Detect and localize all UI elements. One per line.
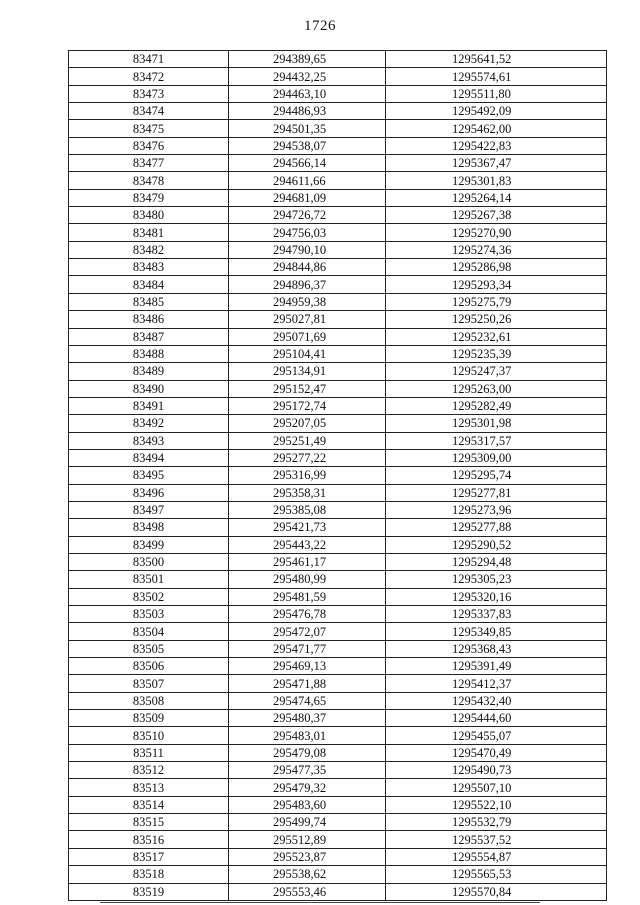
table-row [69,623,607,640]
y-coordinate-cell: 1295293,34 [386,276,607,293]
x-coordinate-cell: 295499,74 [229,814,386,831]
y-coordinate-cell: 1295337,83 [386,606,607,623]
table-row [69,380,607,397]
x-coordinate-cell: 295481,59 [229,588,386,605]
table-row [69,120,607,137]
point-number-cell: 83476 [69,137,229,154]
table-row [69,85,607,102]
table-row [69,571,607,588]
table-row [69,293,607,310]
x-coordinate-cell: 295483,60 [229,796,386,813]
point-number-cell: 83473 [69,85,229,102]
point-number-cell: 83501 [69,571,229,588]
point-number-cell: 83518 [69,866,229,883]
x-coordinate-cell: 295512,89 [229,831,386,848]
x-coordinate-cell: 295358,31 [229,484,386,501]
y-coordinate-cell: 1295317,57 [386,432,607,449]
y-coordinate-cell: 1295522,10 [386,796,607,813]
table-row [69,207,607,224]
page-number: 1726 [304,18,336,34]
table-row [69,779,607,796]
y-coordinate-cell: 1295432,40 [386,692,607,709]
y-coordinate-cell: 1295462,00 [386,120,607,137]
point-number-cell: 83477 [69,155,229,172]
y-coordinate-cell: 1295444,60 [386,710,607,727]
x-coordinate-cell: 295474,65 [229,692,386,709]
x-coordinate-cell: 295480,99 [229,571,386,588]
x-coordinate-cell: 294566,14 [229,155,386,172]
x-coordinate-cell: 295316,99 [229,467,386,484]
x-coordinate-cell: 295027,81 [229,311,386,328]
y-coordinate-cell: 1295565,53 [386,866,607,883]
table-row [69,866,607,883]
point-number-cell: 83495 [69,467,229,484]
x-coordinate-cell: 294844,86 [229,259,386,276]
table-row [69,345,607,362]
x-coordinate-cell: 295152,47 [229,380,386,397]
y-coordinate-cell: 1295270,90 [386,224,607,241]
point-number-cell: 83497 [69,501,229,518]
point-number-cell: 83478 [69,172,229,189]
x-coordinate-cell: 295471,88 [229,675,386,692]
y-coordinate-cell: 1295273,96 [386,501,607,518]
y-coordinate-cell: 1295247,37 [386,363,607,380]
y-coordinate-cell: 1295349,85 [386,623,607,640]
point-number-cell: 83510 [69,727,229,744]
table-row [69,675,607,692]
x-coordinate-cell: 294389,65 [229,51,386,68]
x-coordinate-cell: 295071,69 [229,328,386,345]
y-coordinate-cell: 1295574,61 [386,68,607,85]
x-coordinate-cell: 295421,73 [229,519,386,536]
x-coordinate-cell: 294486,93 [229,103,386,120]
point-number-cell: 83489 [69,363,229,380]
point-number-cell: 83509 [69,710,229,727]
point-number-cell: 83516 [69,831,229,848]
point-number-cell: 83512 [69,762,229,779]
table-row [69,588,607,605]
point-number-cell: 83506 [69,658,229,675]
x-coordinate-cell: 295476,78 [229,606,386,623]
point-number-cell: 83487 [69,328,229,345]
y-coordinate-cell: 1295301,98 [386,415,607,432]
table-row [69,658,607,675]
table-row [69,553,607,570]
table-row [69,692,607,709]
table-row [69,710,607,727]
x-coordinate-cell: 295479,08 [229,744,386,761]
point-number-cell: 83494 [69,449,229,466]
y-coordinate-cell: 1295470,49 [386,744,607,761]
y-coordinate-cell: 1295274,36 [386,241,607,258]
scan-edge-line [100,902,540,903]
table-row [69,883,607,900]
table-row [69,68,607,85]
x-coordinate-cell: 295480,37 [229,710,386,727]
x-coordinate-cell: 295479,32 [229,779,386,796]
point-number-cell: 83514 [69,796,229,813]
y-coordinate-cell: 1295554,87 [386,848,607,865]
table-row [69,259,607,276]
table-row [69,640,607,657]
x-coordinate-cell: 294896,37 [229,276,386,293]
point-number-cell: 83480 [69,207,229,224]
table-row [69,415,607,432]
y-coordinate-cell: 1295295,74 [386,467,607,484]
y-coordinate-cell: 1295286,98 [386,259,607,276]
x-coordinate-cell: 295443,22 [229,536,386,553]
table-row [69,484,607,501]
point-number-cell: 83484 [69,276,229,293]
y-coordinate-cell: 1295232,61 [386,328,607,345]
y-coordinate-cell: 1295368,43 [386,640,607,657]
coordinates-table [68,50,607,901]
point-number-cell: 83502 [69,588,229,605]
y-coordinate-cell: 1295511,80 [386,85,607,102]
y-coordinate-cell: 1295492,09 [386,103,607,120]
point-number-cell: 83472 [69,68,229,85]
y-coordinate-cell: 1295455,07 [386,727,607,744]
y-coordinate-cell: 1295282,49 [386,397,607,414]
point-number-cell: 83517 [69,848,229,865]
point-number-cell: 83485 [69,293,229,310]
table-row [69,762,607,779]
point-number-cell: 83488 [69,345,229,362]
y-coordinate-cell: 1295641,52 [386,51,607,68]
table-row [69,189,607,206]
point-number-cell: 83491 [69,397,229,414]
y-coordinate-cell: 1295391,49 [386,658,607,675]
table-row [69,276,607,293]
y-coordinate-cell: 1295267,38 [386,207,607,224]
point-number-cell: 83486 [69,311,229,328]
point-number-cell: 83482 [69,241,229,258]
table-row [69,172,607,189]
point-number-cell: 83499 [69,536,229,553]
y-coordinate-cell: 1295290,52 [386,536,607,553]
point-number-cell: 83471 [69,51,229,68]
y-coordinate-cell: 1295275,79 [386,293,607,310]
y-coordinate-cell: 1295412,37 [386,675,607,692]
x-coordinate-cell: 295461,17 [229,553,386,570]
x-coordinate-cell: 294756,03 [229,224,386,241]
y-coordinate-cell: 1295250,26 [386,311,607,328]
table-row [69,363,607,380]
y-coordinate-cell: 1295532,79 [386,814,607,831]
point-number-cell: 83490 [69,380,229,397]
x-coordinate-cell: 294611,66 [229,172,386,189]
point-number-cell: 83498 [69,519,229,536]
x-coordinate-cell: 294959,38 [229,293,386,310]
x-coordinate-cell: 295251,49 [229,432,386,449]
table-row [69,137,607,154]
table-row [69,241,607,258]
table-row [69,501,607,518]
x-coordinate-cell: 295483,01 [229,727,386,744]
table-row [69,224,607,241]
point-number-cell: 83479 [69,189,229,206]
table-row [69,103,607,120]
y-coordinate-cell: 1295305,23 [386,571,607,588]
point-number-cell: 83511 [69,744,229,761]
point-number-cell: 83475 [69,120,229,137]
table-row [69,536,607,553]
table-row [69,727,607,744]
point-number-cell: 83508 [69,692,229,709]
coordinates-table-body [69,51,607,901]
x-coordinate-cell: 295172,74 [229,397,386,414]
x-coordinate-cell: 294432,25 [229,68,386,85]
table-row [69,397,607,414]
table-row [69,848,607,865]
y-coordinate-cell: 1295570,84 [386,883,607,900]
point-number-cell: 83507 [69,675,229,692]
point-number-cell: 83515 [69,814,229,831]
y-coordinate-cell: 1295537,52 [386,831,607,848]
table-row [69,831,607,848]
table-row [69,155,607,172]
table-row [69,796,607,813]
point-number-cell: 83519 [69,883,229,900]
point-number-cell: 83481 [69,224,229,241]
point-number-cell: 83493 [69,432,229,449]
x-coordinate-cell: 295472,07 [229,623,386,640]
y-coordinate-cell: 1295490,73 [386,762,607,779]
y-coordinate-cell: 1295507,10 [386,779,607,796]
x-coordinate-cell: 295104,41 [229,345,386,362]
table-row [69,519,607,536]
y-coordinate-cell: 1295301,83 [386,172,607,189]
point-number-cell: 83500 [69,553,229,570]
y-coordinate-cell: 1295309,00 [386,449,607,466]
y-coordinate-cell: 1295422,83 [386,137,607,154]
table-row [69,467,607,484]
x-coordinate-cell: 295385,08 [229,501,386,518]
x-coordinate-cell: 294726,72 [229,207,386,224]
x-coordinate-cell: 295538,62 [229,866,386,883]
point-number-cell: 83496 [69,484,229,501]
y-coordinate-cell: 1295263,00 [386,380,607,397]
point-number-cell: 83492 [69,415,229,432]
x-coordinate-cell: 294790,10 [229,241,386,258]
x-coordinate-cell: 294463,10 [229,85,386,102]
point-number-cell: 83505 [69,640,229,657]
point-number-cell: 83503 [69,606,229,623]
point-number-cell: 83474 [69,103,229,120]
x-coordinate-cell: 295523,87 [229,848,386,865]
x-coordinate-cell: 294538,07 [229,137,386,154]
table-row [69,744,607,761]
y-coordinate-cell: 1295320,16 [386,588,607,605]
table-row [69,432,607,449]
x-coordinate-cell: 295134,91 [229,363,386,380]
point-number-cell: 83504 [69,623,229,640]
x-coordinate-cell: 295471,77 [229,640,386,657]
x-coordinate-cell: 295553,46 [229,883,386,900]
table-row [69,51,607,68]
y-coordinate-cell: 1295367,47 [386,155,607,172]
y-coordinate-cell: 1295235,39 [386,345,607,362]
table-row [69,328,607,345]
table-row [69,814,607,831]
y-coordinate-cell: 1295264,14 [386,189,607,206]
x-coordinate-cell: 295477,35 [229,762,386,779]
point-number-cell: 83513 [69,779,229,796]
table-row [69,311,607,328]
x-coordinate-cell: 295207,05 [229,415,386,432]
x-coordinate-cell: 294681,09 [229,189,386,206]
y-coordinate-cell: 1295294,48 [386,553,607,570]
y-coordinate-cell: 1295277,81 [386,484,607,501]
table-row [69,449,607,466]
point-number-cell: 83483 [69,259,229,276]
y-coordinate-cell: 1295277,88 [386,519,607,536]
table-row [69,606,607,623]
x-coordinate-cell: 294501,35 [229,120,386,137]
x-coordinate-cell: 295277,22 [229,449,386,466]
x-coordinate-cell: 295469,13 [229,658,386,675]
